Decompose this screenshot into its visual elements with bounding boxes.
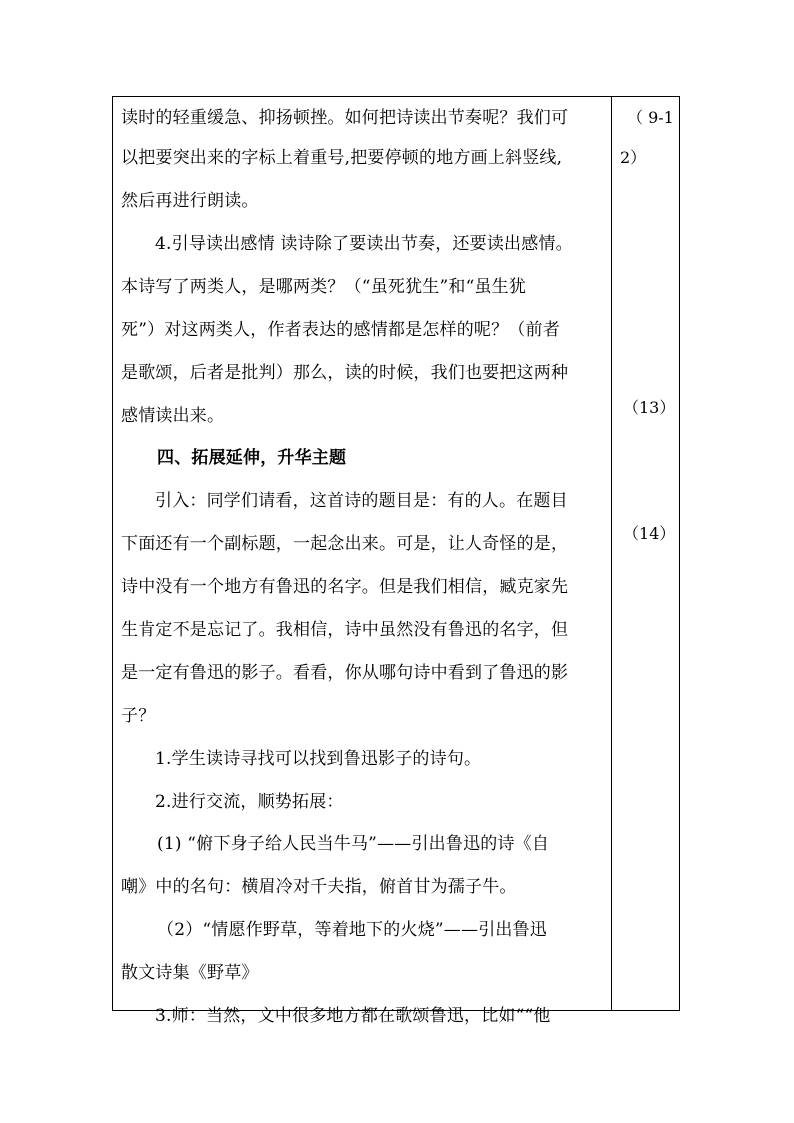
text-line: （2）“情愿作野草，等着地下的火烧”——引出鲁迅	[157, 920, 547, 940]
text-line: 诗中没有一个地方有鲁迅的名字。但是我们相信，臧克家先	[121, 577, 569, 597]
section-heading: 四、拓展延伸，升华主题	[157, 448, 347, 468]
text-line: 是一定有鲁迅的影子。看看，你从哪句诗中看到了鲁迅的影	[121, 663, 569, 683]
text-line: 然后再进行朗读。	[121, 191, 259, 211]
text-line: 引入：同学们请看，这首诗的题目是：有的人。在题目	[155, 491, 568, 511]
page-note: 2）	[620, 148, 647, 167]
page-note: （14）	[623, 524, 676, 543]
text-line: 1.学生读诗寻找可以找到鲁迅影子的诗句。	[155, 749, 482, 769]
text-line: 3.师：当然，文中很多地方都在歌颂鲁迅，比如““他	[155, 1006, 551, 1026]
text-line: 本诗写了两类人，是哪两类？（“虽死犹生”和“虽生犹	[121, 277, 527, 297]
text-line: (1) “俯下身子给人民当牛马”——引出鲁迅的诗《自	[157, 834, 550, 854]
text-line: 以把要突出来的字标上着重号,把要停顿的地方画上斜竖线,	[121, 148, 563, 168]
text-line: 2.进行交流，顺势拓展：	[155, 792, 344, 812]
text-line: 下面还有一个副标题，一起念出来。可是，让人奇怪的是，	[121, 534, 569, 554]
text-line: 生肯定不是忘记了。我相信，诗中虽然没有鲁迅的名字，但	[121, 620, 569, 640]
text-line: 4.引导读出感情 读诗除了要读出节奏，还要读出感情。	[155, 234, 573, 254]
text-line: 嘲》中的名句：横眉冷对千夫指，俯首甘为孺子牛。	[121, 877, 517, 897]
lesson-table	[112, 96, 680, 1026]
text-line: 读时的轻重缓急、抑扬顿挫。如何把诗读出节奏呢？我们可	[121, 108, 569, 128]
text-line: 子？	[121, 706, 156, 726]
page-note: （13）	[623, 398, 676, 417]
text-line: 感情读出来。	[121, 406, 225, 426]
text-line: 散文诗集《野草》	[121, 963, 259, 983]
page-note: （ 9-1	[627, 108, 674, 127]
text-line: 死”）对这两类人，作者表达的感情都是怎样的呢？（前者	[121, 320, 560, 340]
text-line: 是歌颂，后者是批判）那么，读的时候，我们也要把这两种	[121, 363, 569, 383]
